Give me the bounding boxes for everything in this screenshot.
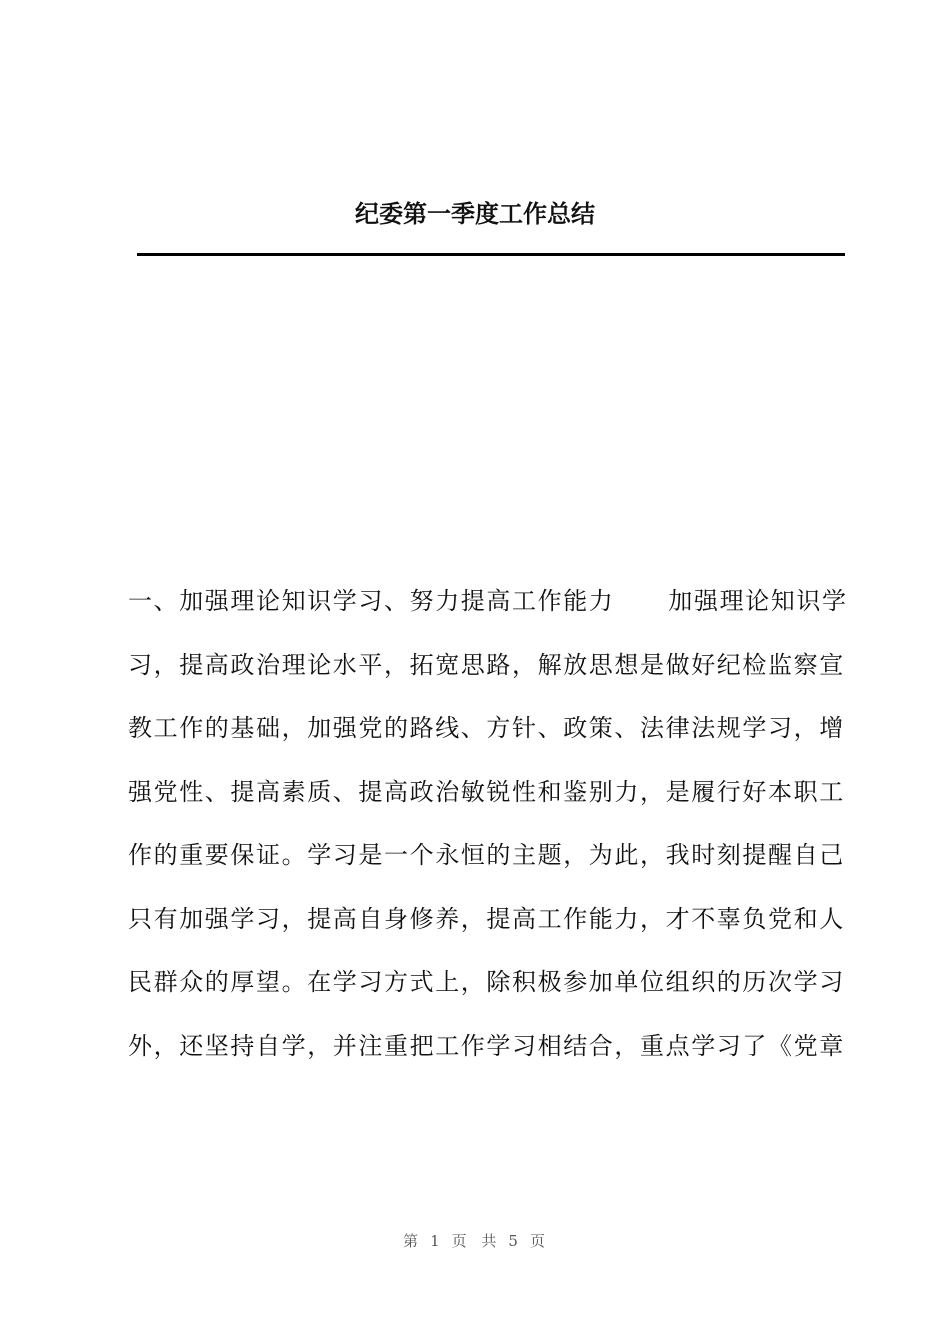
body-line-3: 教工作的基础，加强党的路线、方针、政策、法律法规学习，增 xyxy=(128,714,845,742)
body-line-8: 外，还坚持自学，并注重把工作学习相结合，重点学习了《党章 xyxy=(128,1031,845,1060)
title-underline xyxy=(137,253,845,256)
body-line-7: 民群众的厚望。在学习方式上，除积极参加单位组织的历次学习 xyxy=(128,968,845,996)
footer-total-pages: 5 xyxy=(508,1232,520,1250)
footer-current-page: 1 xyxy=(430,1232,442,1250)
body-line-2: 习，提高政治理论水平，拓宽思路，解放思想是做好纪检监察宣 xyxy=(128,650,845,679)
body-line-1 xyxy=(128,570,846,634)
body-line-6: 只有加强学习，提高自身修养，提高工作能力，才不辜负党和人 xyxy=(128,904,845,933)
page-footer xyxy=(0,1230,950,1251)
document-title: 纪委第一季度工作总结 xyxy=(355,200,595,228)
paragraph-start: 加强理论知识学 xyxy=(668,587,848,615)
body-line-5: 作的重要保证。学习是一个永恒的主题，为此，我时刻提醒自己 xyxy=(128,841,845,869)
body-line-4: 强党性、提高素质、提高政治敏锐性和鉴别力，是履行好本职工 xyxy=(128,777,845,806)
section-heading: 一、加强理论知识学习、努力提高工作能力 xyxy=(128,587,615,615)
footer-page-middle: 页 共 xyxy=(451,1232,499,1250)
document-body xyxy=(128,570,846,1078)
footer-page-prefix: 第 xyxy=(403,1232,421,1250)
footer-page-suffix: 页 xyxy=(529,1232,547,1250)
